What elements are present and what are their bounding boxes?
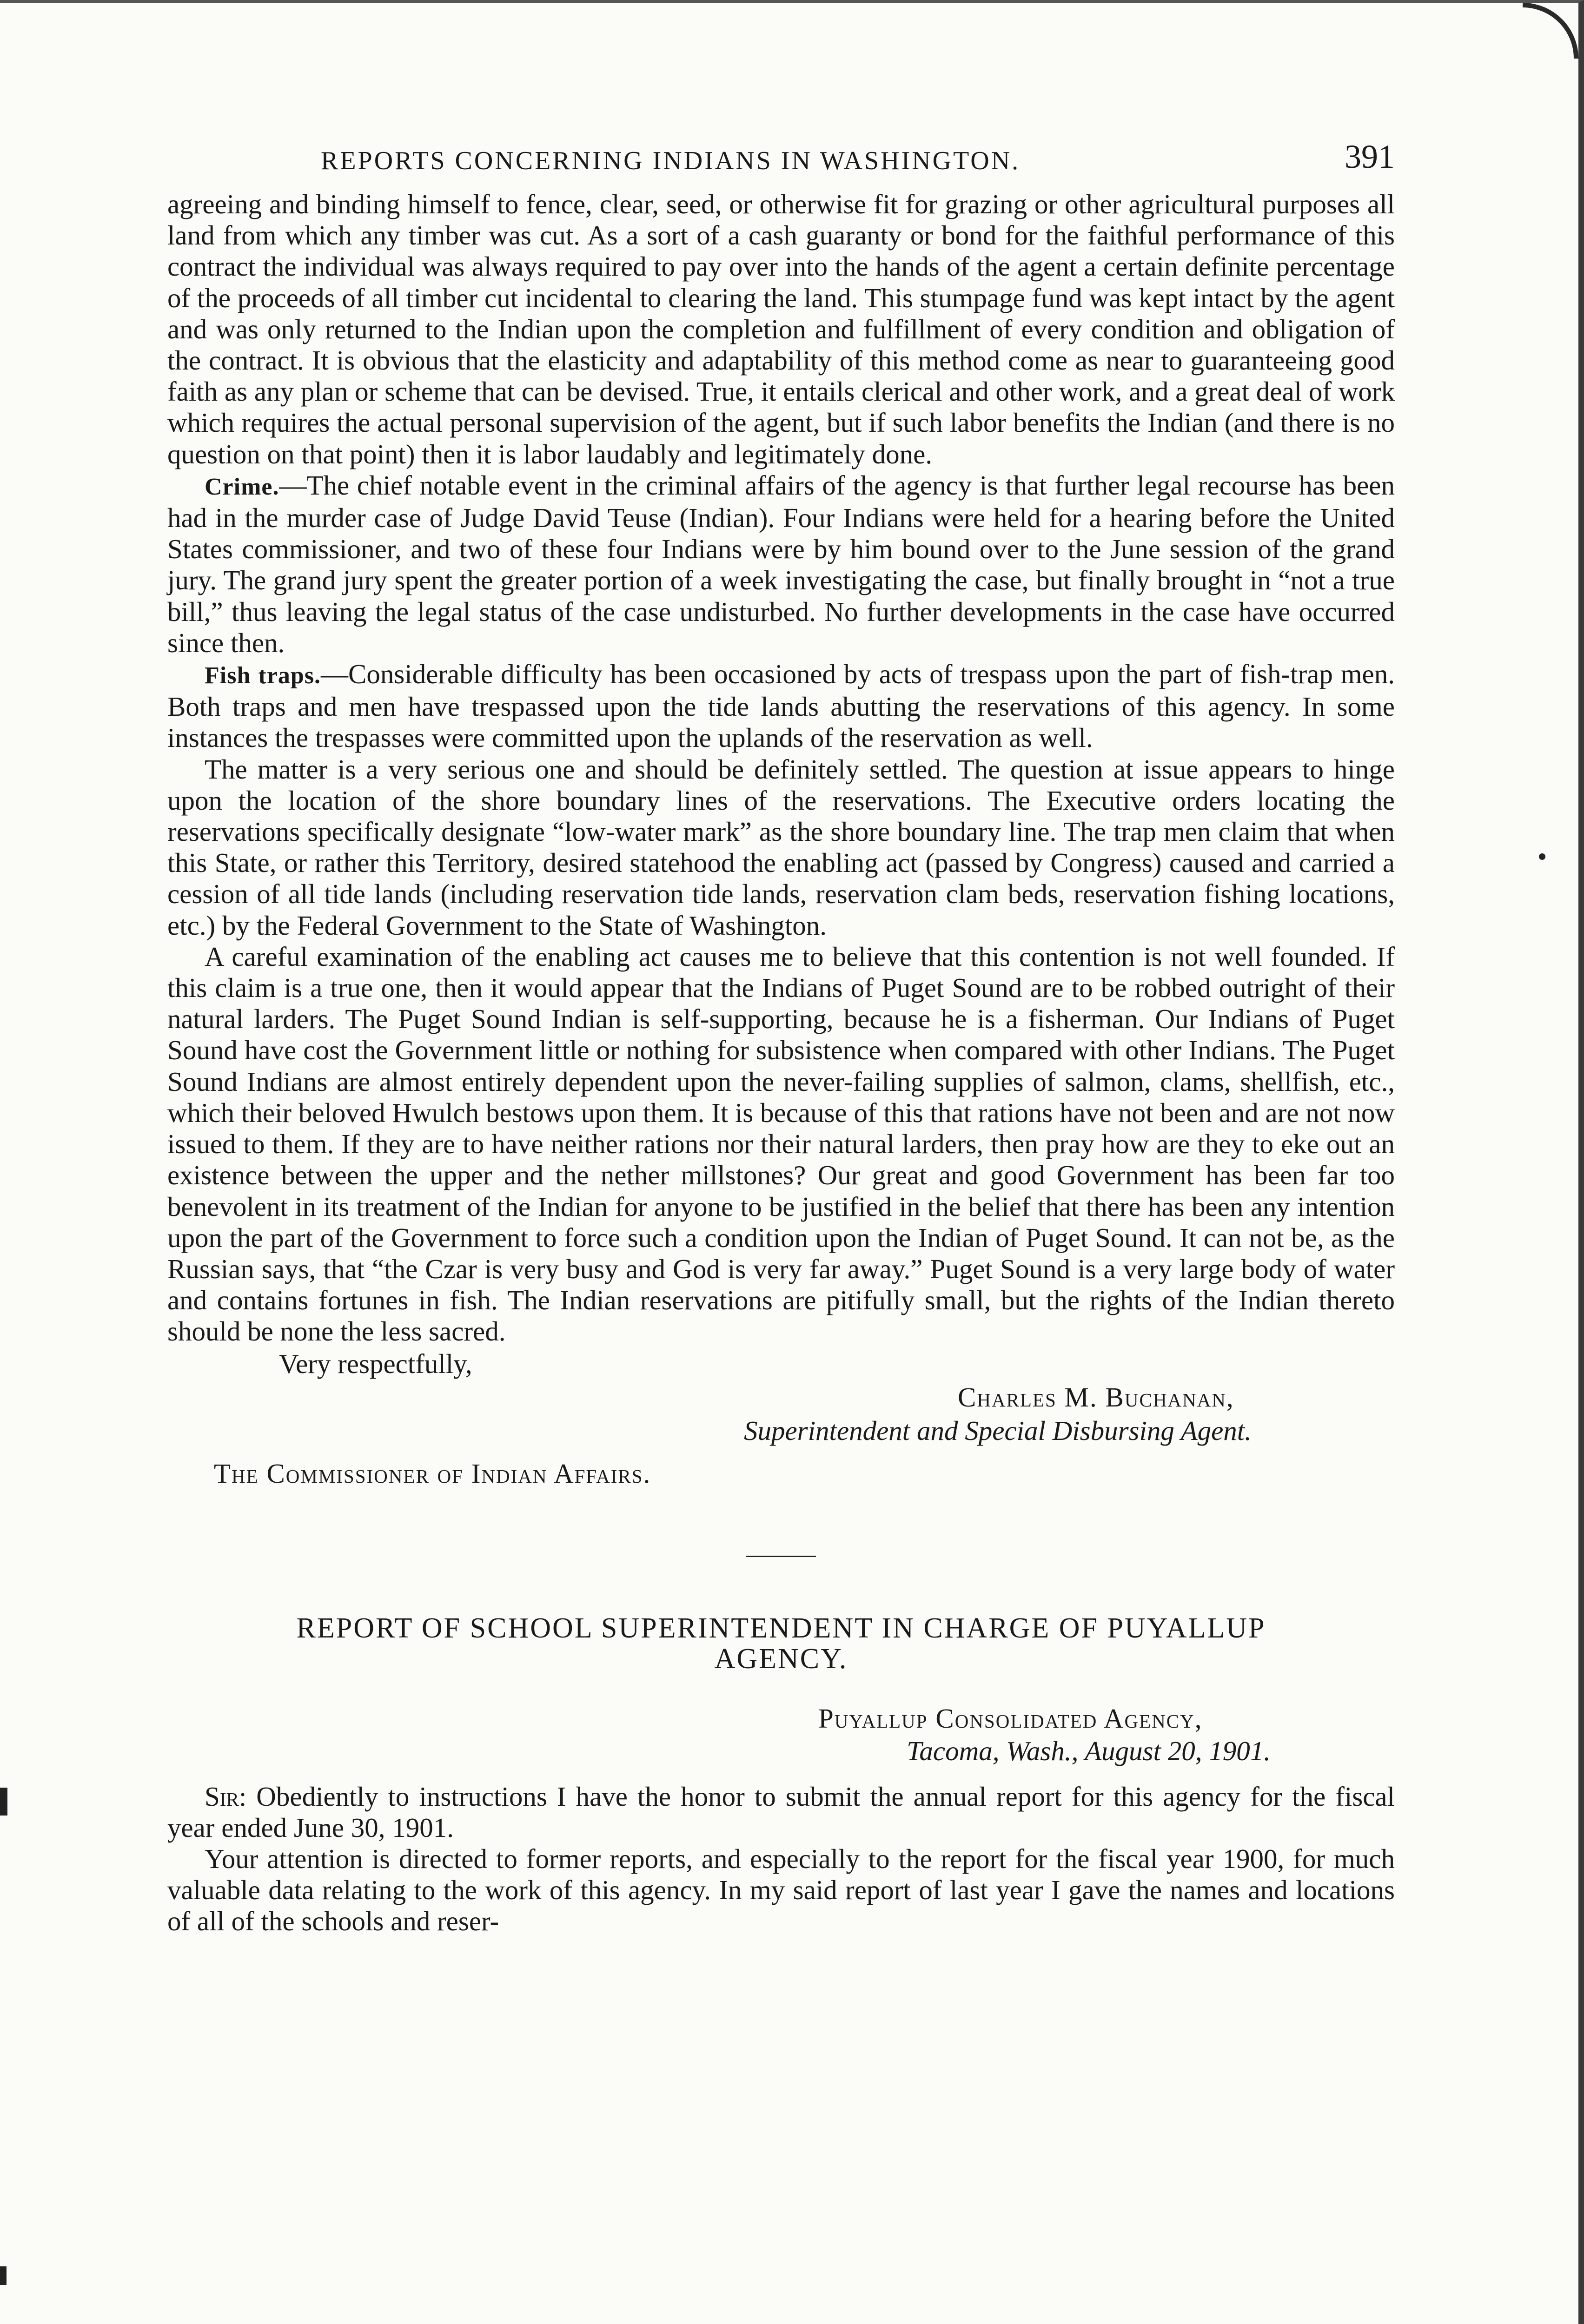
addressee: The Commissioner of Indian Affairs. [214,1458,651,1489]
signature-name: Charles M. Buchanan, [958,1381,1234,1413]
fish-traps-text: —Considerable difficulty has been occasioned by acts of trespass upon the part of fish-trap men. Both traps and men have trespassed upon the tide lands abutting the reservations of this agency. In some instances the trespasses were committed upon the uplands of the reservation as well. [167,659,1395,753]
paragraph-continuation: agreeing and binding himself to fence, clear, seed, or otherwise fit for grazing or other agricultural purposes all land from which any timber was cut. As a sort of a cash guaranty or bond for the faithful performance of this contract the individual was always required to pay over into the hands of the agent a certain definite percentage of the proceeds of all timber cut incidental to clearing the land. This stumpage fund was kept intact by the agent and was only returned to the Indian upon the completion and fulfillment of every condition and obligation of the contract. It is obvious that the elasticity and adaptability of this method come as near to guaranteeing good faith as any plan or scheme that can be devised. True, it entails clerical and other work, and a great deal of work which requires the actual personal supervision of the agent, but if such labor benefits the Indian (and there is no question on that point) then it is labor laudably and legitimately done. [167,189,1395,469]
report-title [167,1613,1395,1674]
text-column [167,138,1395,1937]
paragraph-salutation [167,1781,1395,1843]
section-divider [746,1556,816,1557]
crime-text: —The chief notable event in the criminal affairs of the agency is that further legal recourse has been had in the murder case of Judge David Teuse (Indian). Four Indians were held for a hearing before the United States commissioner, and two of these four Indians were by him bound over to the June session of the grand jury. The grand jury spent the greater portion of a week investigating the case, but finally brought in “not a true bill,” thus leaving the legal status of the case undisturbed. No further developments in the case have occurred since then. [167,469,1395,658]
crime-heading: Crime. [205,473,279,500]
report-title-line-1: REPORT OF SCHOOL SUPERINTENDENT IN CHARGE OF PUYALLUP [296,1612,1266,1644]
report-title-line-2: AGENCY. [714,1643,848,1675]
signature-title: Superintendent and Special Disbursing Agent. [744,1415,1252,1446]
salutation-text: Obediently to instructions I have the honor to submit the annual report for this agency for the fiscal year ended June 30, 1901. [167,1781,1395,1843]
paragraph-fish-traps [167,659,1395,754]
closing-salutation: Very respectfully, [279,1348,472,1379]
paragraph-matter: The matter is a very serious one and should be definitely settled. The question at issue appears to hinge upon the location of the shore boundary lines of the reservations. The Executive orders locating the reservations specifically designate “low-water mark” as the shore boundary line. The trap men claim that when this State, or rather this Territory, desired statehood the enabling act (passed by Congress) caused and carried a cession of all tide lands (including reservation tide lands, reservation clam beds, reservation fishing locations, etc.) by the Federal Government to the State of Washington. [167,753,1395,941]
page-corner [1523,3,1578,59]
margin-dot-right [1539,853,1545,860]
page-number: 391 [1345,138,1395,175]
salutation: Sir: [205,1781,247,1812]
margin-mark-left-2 [0,2266,7,2285]
fish-traps-heading: Fish traps. [205,662,321,689]
paragraph-attention: Your attention is directed to former reports, and especially to the report for the fiscal year 1900, for much valuable data relating to the work of this agency. In my said report of last year I gave the names and locations of all of the schools and reser- [167,1843,1395,1937]
running-title: REPORTS CONCERNING INDIANS IN WASHINGTON. [321,146,1021,175]
margin-mark-left-1 [0,1788,7,1816]
agency-place: Puyallup Consolidated Agency, [818,1703,1203,1734]
paragraph-crime [167,470,1395,659]
paragraph-careful-examination: A careful examination of the enabling act causes me to believe that this contention is not well founded. If this claim is a true one, then it would appear that the Indians of Puget Sound are to be robbed outright of their natural larders. The Puget Sound Indian is self-supporting, because he is a fisherman. Our Indians of Puget Sound have cost the Government little or nothing for subsistence when compared with other Indians. The Puget Sound Indians are almost entirely dependent upon the never-failing supplies of salmon, clams, shellfish, etc., which their beloved Hwulch bestows upon them. It is because of this that rations have not been and are not now issued to them. If they are to have neither rations nor their natural larders, then pray how are they to eke out an existence between the upper and the nether millstones? Our great and good Government has been far too benevolent in its treatment of the Indian for anyone to be justified in the belief that there has been any intention upon the part of the Government to force such a condition upon the Indian of Puget Sound. It can not be, as the Russian says, that “the Czar is very busy and God is very far away.” Puget Sound is a very large body of water and contains fortunes in fish. The Indian reservations are pitifully small, but the rights of the Indian thereto should be none the less sacred. [167,941,1395,1347]
running-head [167,138,1395,189]
dateline: Tacoma, Wash., August 20, 1901. [907,1735,1271,1766]
